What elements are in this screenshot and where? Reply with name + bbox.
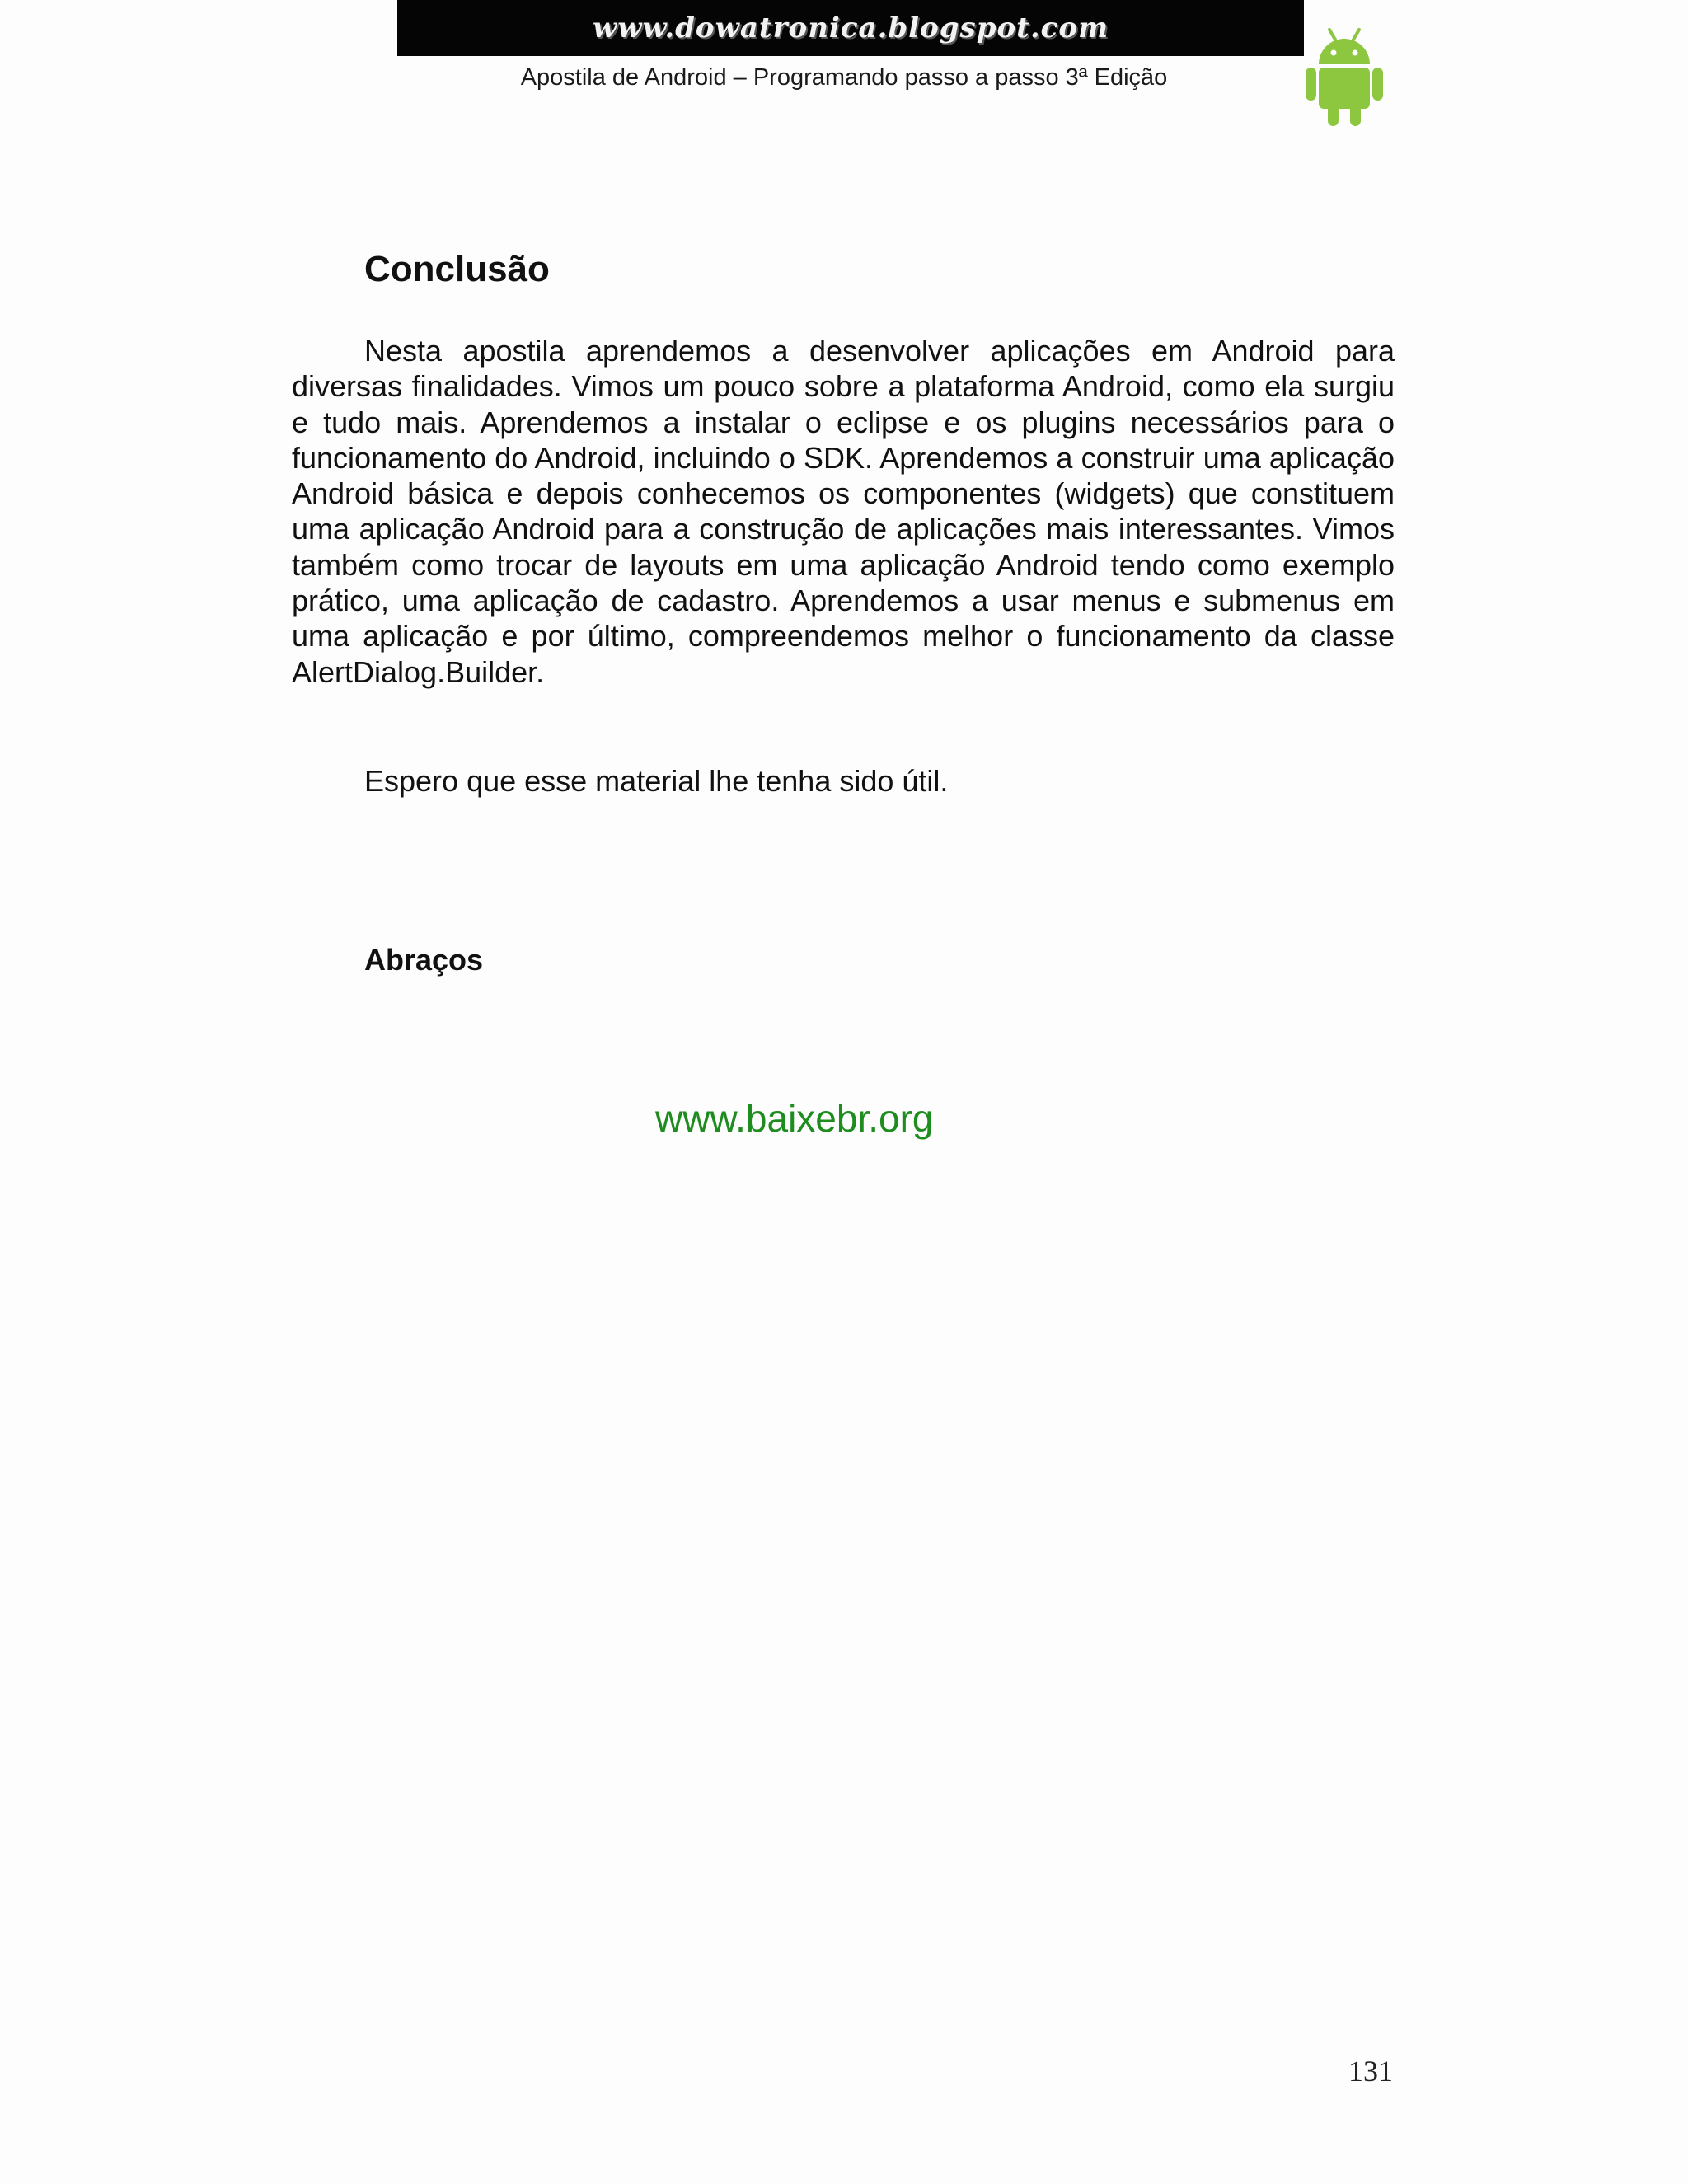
page-number: 131 (1348, 2055, 1393, 2088)
site-banner (397, 0, 1304, 56)
site-banner-text: www.dowatronica.blogspot.com (592, 12, 1109, 45)
signoff: Abraços (364, 943, 484, 977)
conclusion-paragraph: Nesta apostila aprendemos a desenvolver aplicações em Android para diversas finalidades. Vimos um pouco sobre a plataforma Android, como ela surgiu e tudo mais. Aprendemos a instalar o eclipse e os plugins necessários para o funcionamento do Android, incluindo o SDK. Aprendemos a construir uma aplicação Android básica e depois conhecemos os componentes (widgets) que constituem uma aplicação Android para a construção de aplicações mais interessantes. Vimos também como trocar de layouts em uma aplicação Android tendo como exemplo prático, uma aplicação de cadastro. Aprendemos a usar menus e submenus em uma aplicação e por último, compreendemos melhor o funcionamento da classe AlertDialog.Builder. (292, 334, 1395, 689)
watermark-link[interactable]: www.baixebr.org (655, 1097, 934, 1140)
section-heading: Conclusão (364, 249, 550, 289)
running-header: Apostila de Android – Programando passo a passo 3ª Edição (520, 64, 1168, 91)
android-robot-icon (1302, 25, 1386, 127)
closing-line: Espero que esse material lhe tenha sido útil. (364, 764, 949, 798)
